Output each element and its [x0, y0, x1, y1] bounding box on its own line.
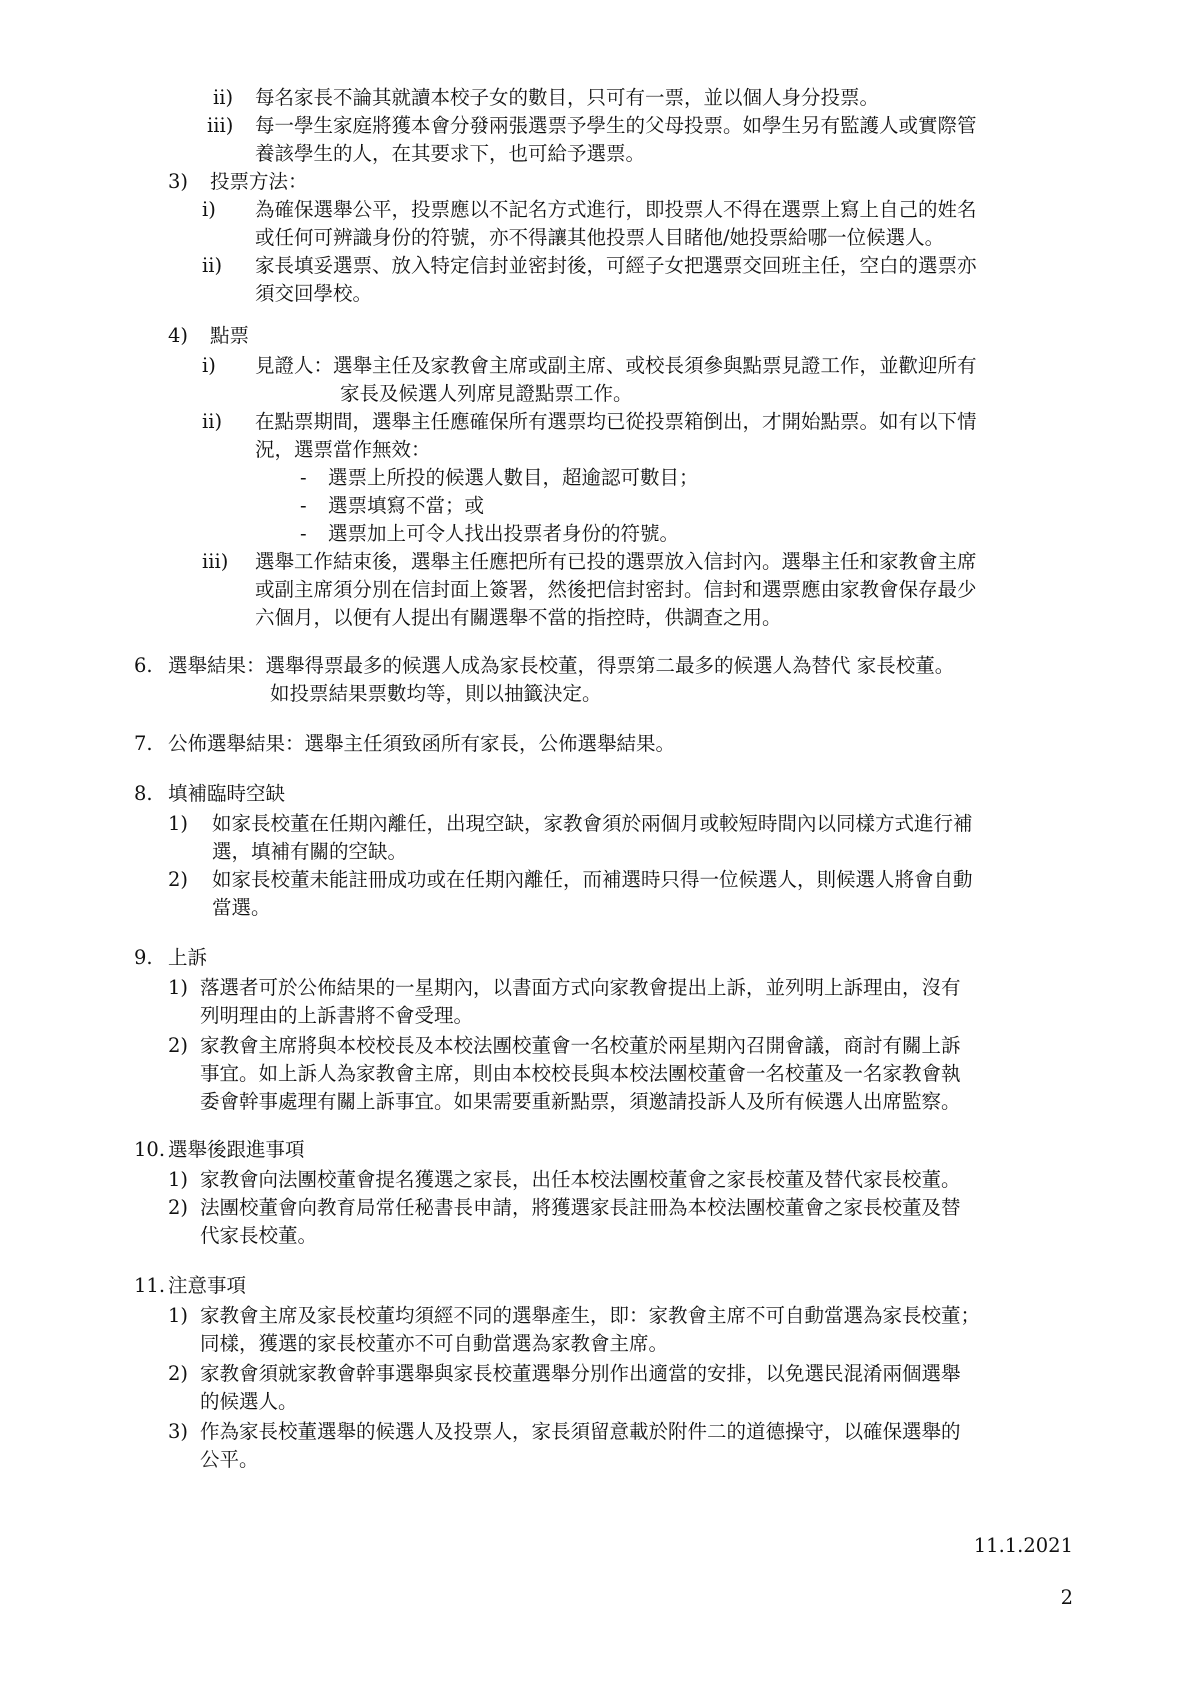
bullet-dash: -	[300, 522, 307, 545]
bullet-dash: -	[300, 494, 307, 517]
document-date: 11.1.2021	[973, 1534, 1073, 1557]
section-10-item-1-number: 1)	[168, 1168, 189, 1191]
count-iii-text-line-3: 六個月，以便有人提出有關選舉不當的指控時，供調查之用。	[255, 606, 782, 629]
count-iii-text-line-2: 或副主席須分別在信封面上簽署，然後把信封密封。信封和選票應由家教會保存最少	[255, 578, 977, 601]
method-i-text-line-2: 或任何可辨識身份的符號，亦不得讓其他投票人目睹他/她投票給哪一位候選人。	[255, 226, 945, 249]
section-11-title: 注意事項	[168, 1274, 247, 1297]
section-10-item-1-line-1: 家教會向法團校董會提名獲選之家長，出任本校法團校董會之家長校董及替代家長校董。	[200, 1168, 961, 1191]
count-number: 4)	[168, 324, 189, 347]
count-title: 點票	[210, 324, 250, 347]
count-iii-number: iii)	[202, 550, 229, 573]
voters-iii-text-line-1: 每一學生家庭將獲本會分發兩張選票予學生的父母投票。如學生另有監護人或實際管	[255, 114, 977, 137]
section-8-number: 8.	[134, 782, 153, 805]
section-10-item-2-line-1: 法團校董會向教育局常任秘書長申請，將獲選家長註冊為本校法團校董會之家長校董及替	[200, 1196, 961, 1219]
count-i-number: i)	[202, 354, 216, 377]
section-8-item-2-line-1: 如家長校董未能註冊成功或在任期內離任，而補選時只得一位候選人，則候選人將會自動	[212, 868, 973, 891]
section-11-item-2-number: 2)	[168, 1362, 189, 1385]
section-8-item-1-line-2: 選，填補有關的空缺。	[212, 840, 408, 863]
section-6-text-line-1: 選舉結果：選舉得票最多的候選人成為家長校董，得票第二最多的候選人為替代 家長校董。	[168, 654, 955, 677]
method-number: 3)	[168, 170, 189, 193]
section-9-item-1-line-1: 落選者可於公佈結果的一星期內，以書面方式向家教會提出上訴，並列明上訴理由，沒有	[200, 976, 961, 999]
method-i-number: i)	[202, 198, 216, 221]
section-10-number: 10.	[134, 1138, 166, 1161]
section-8-item-1-line-1: 如家長校董在任期內離任，出現空缺，家教會須於兩個月或較短時間內以同樣方式進行補	[212, 812, 973, 835]
section-11-item-1-line-2: 同樣，獲選的家長校董亦不可自動當選為家教會主席。	[200, 1332, 669, 1355]
section-9-item-1-line-2: 列明理由的上訴書將不會受理。	[200, 1004, 474, 1027]
section-10-item-2-number: 2)	[168, 1196, 189, 1219]
count-ii-bullet-2: 選票填寫不當；或	[328, 494, 485, 517]
section-11-item-2-line-2: 的候選人。	[200, 1390, 298, 1413]
section-7-number: 7.	[134, 732, 153, 755]
section-11-item-3-line-1: 作為家長校董選舉的候選人及投票人，家長須留意載於附件二的道德操守，以確保選舉的	[200, 1420, 961, 1443]
voters-iii-text-line-2: 養該學生的人，在其要求下，也可給予選票。	[255, 142, 646, 165]
count-iii-text-line-1: 選舉工作結束後，選舉主任應把所有已投的選票放入信封內。選舉主任和家教會主席	[255, 550, 977, 573]
method-ii-text-line-2: 須交回學校。	[255, 282, 373, 305]
count-ii-text-line-1: 在點票期間，選舉主任應確保所有選票均已從投票箱倒出，才開始點票。如有以下情	[255, 410, 977, 433]
count-i-text-line-1: 見證人：選舉主任及家教會主席或副主席、或校長須參與點票見證工作，並歡迎所有	[255, 354, 977, 377]
section-7-text: 公佈選舉結果：選舉主任須致函所有家長，公佈選舉結果。	[168, 732, 676, 755]
section-9-item-2-line-3: 委會幹事處理有關上訴事宜。如果需要重新點票，須邀請投訴人及所有候選人出席監察。	[200, 1090, 961, 1113]
count-ii-number: ii)	[202, 410, 223, 433]
section-8-item-2-line-2: 當選。	[212, 896, 271, 919]
section-11-item-2-line-1: 家教會須就家教會幹事選舉與家長校董選舉分別作出適當的安排，以免選民混淆兩個選舉	[200, 1362, 961, 1385]
count-ii-bullet-3: 選票加上可令人找出投票者身份的符號。	[328, 522, 680, 545]
section-9-item-2-number: 2)	[168, 1034, 189, 1057]
section-6-text-line-2: 如投票結果票數均等，則以抽籤決定。	[270, 682, 602, 705]
method-i-text-line-1: 為確保選舉公平，投票應以不記名方式進行，即投票人不得在選票上寫上自己的姓名	[255, 198, 977, 221]
section-8-item-2-number: 2)	[168, 868, 189, 891]
bullet-dash: -	[300, 466, 307, 489]
section-11-item-1-line-1: 家教會主席及家長校董均須經不同的選舉產生，即：家教會主席不可自動當選為家長校董；	[200, 1304, 981, 1327]
method-ii-text-line-1: 家長填妥選票、放入特定信封並密封後，可經子女把選票交回班主任，空白的選票亦	[255, 254, 977, 277]
voters-iii-number: iii)	[207, 114, 234, 137]
page-number: 2	[1060, 1586, 1073, 1609]
section-10-title: 選舉後跟進事項	[168, 1138, 305, 1161]
section-9-item-2-line-2: 事宜。如上訴人為家教會主席，則由本校校長與本校法團校董會一名校董及一名家教會執	[200, 1062, 961, 1085]
section-8-item-1-number: 1)	[168, 812, 189, 835]
section-10-item-2-line-2: 代家長校董。	[200, 1224, 318, 1247]
section-8-title: 填補臨時空缺	[168, 782, 286, 805]
section-11-item-3-line-2: 公平。	[200, 1448, 259, 1471]
section-9-number: 9.	[134, 946, 153, 969]
section-9-title: 上訴	[168, 946, 208, 969]
voters-ii-number: ii)	[213, 86, 234, 109]
section-11-item-3-number: 3)	[168, 1420, 189, 1443]
count-i-text-line-2: 家長及候選人列席見證點票工作。	[340, 382, 633, 405]
voters-ii-text: 每名家長不論其就讀本校子女的數目，只可有一票，並以個人身分投票。	[255, 86, 880, 109]
count-ii-text-line-2: 況，選票當作無效：	[255, 438, 431, 461]
section-9-item-2-line-1: 家教會主席將與本校校長及本校法團校董會一名校董於兩星期內召開會議，商討有關上訴	[200, 1034, 961, 1057]
section-9-item-1-number: 1)	[168, 976, 189, 999]
section-6-number: 6.	[134, 654, 153, 677]
method-ii-number: ii)	[202, 254, 223, 277]
method-title: 投票方法：	[210, 170, 308, 193]
count-ii-bullet-1: 選票上所投的候選人數目，超逾認可數目；	[328, 466, 699, 489]
section-11-item-1-number: 1)	[168, 1304, 189, 1327]
section-11-number: 11.	[134, 1274, 166, 1297]
